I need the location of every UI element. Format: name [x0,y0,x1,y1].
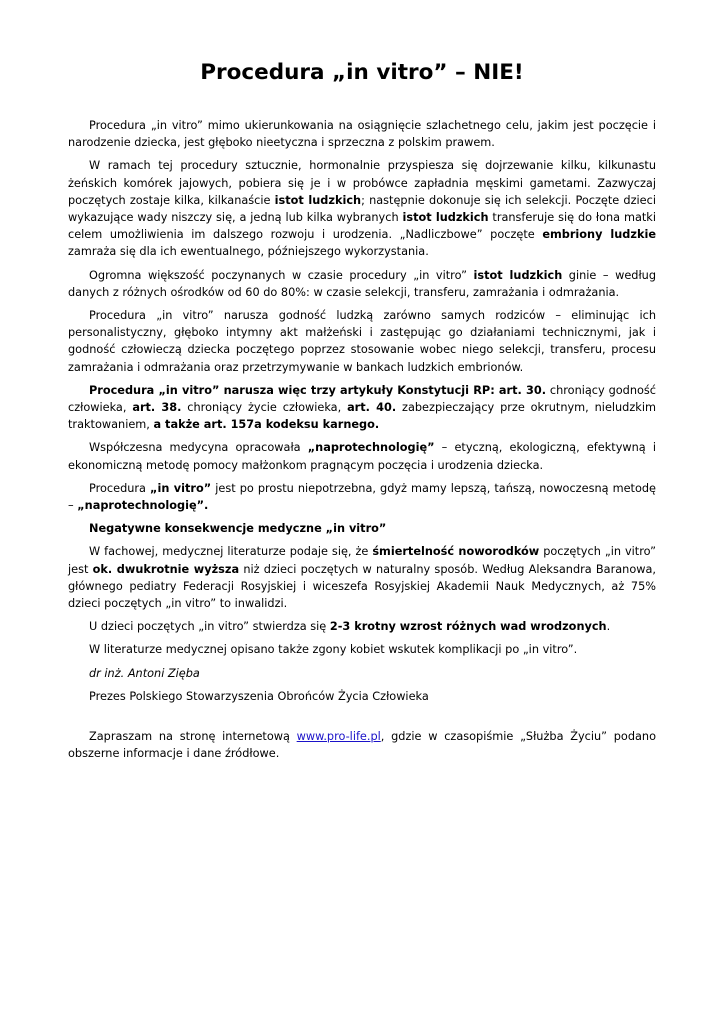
bold-text: a także art. 157a kodeksu karnego. [153,418,380,432]
text-span: ginie – według danych z różnych ośrodków od 60 do 80%: w czasie selekcji, transferu, zamrażania i odmrażania. [68,268,656,299]
signature-name: dr inż. Antoni Zięba [89,666,200,680]
paragraph-intro: Procedura „in vitro” mimo ukierunkowania na osiągnięcie szlachetnego celu, jakim jest poczęcie i narodzenie dziecka, jest głęboko nieetyczna i sprzeczna z polskim prawem. [68,119,656,150]
text-span: niż dzieci poczętych w naturalny sposób. Według Aleksandra Baranowa, głównego pediatry Federacji Rosyjskiej i wiceszefa Rosyjskiej Akademii Nauk Medycznych, aż 75% dzieci poczętych „in vitro” to inwalidzi. [68,562,656,611]
text-span: chroniący godność człowieka, [68,383,656,415]
bold-text: „in vitro” [150,481,212,495]
paragraph-medical-literature [68,543,656,612]
paragraph-unnecessary [68,480,656,514]
text-span: U dzieci poczętych „in vitro” stwierdza się [89,620,330,634]
text-span: Zapraszam na stronę internetową [89,730,297,744]
website-link[interactable]: www.pro-life.pl [296,730,381,744]
document-title: Procedura „in vitro” – NIE! [200,60,524,85]
text-span: poczętych „in vitro” jest [68,545,656,576]
paragraph-invitation [68,728,656,762]
bold-text: embriony ludzkie [542,228,657,242]
bold-text: „naprotechnologię”. [77,499,209,513]
section-subheading [68,520,656,537]
text-span: Współczesna medycyna opracowała [89,441,308,455]
paragraph-mortality [68,267,656,301]
text-span: W ramach tej procedury sztucznie, hormonalnie przyspiesza się dojrzewanie kilku, kilkunastu żeńskich komórek jajowych, pobiera się je i w probówce zapładnia męskimi gametami. Zazwyczaj poczętych zostaje kilka, kilkanaście [68,159,656,207]
text-span: zamraża się dla ich ewentualnego, późniejszego wykorzystania. [68,245,429,259]
text-span: zabezpieczający prze okrutnym, nieludzkim traktowaniem, [68,401,656,432]
bold-text: śmiertelność noworodków [372,545,540,559]
paragraph-constitution [68,382,656,434]
paragraph-dignity: Procedura „in vitro” narusza godność ludzką zarówno samych rodziców – eliminując ich personalistyczny, głęboko intymny akt małżeński i zastępując go działaniami technicznymi, jak i godność człowieczą dziecka poczętego poprzez stosowanie wobec niego selekcji, transferu, procesu zamrażania i odmrażania oraz przetrzymywanie w bankach ludzkich embrionów. [68,309,656,374]
text-span: W fachowej, medycznej literaturze podaje się, że [89,545,373,559]
bold-text: ok. dwukrotnie wyższa [92,562,240,576]
paragraph-deaths: W literaturze medycznej opisano także zgony kobiet wskutek komplikacji po „in vitro”. [89,643,578,657]
paragraph-procedure-description [68,157,656,260]
text-span: Procedura [89,481,151,495]
document-page [68,60,656,769]
bold-text: Procedura „in vitro” narusza więc trzy artykuły Konstytucji RP: art. 30. [89,383,547,397]
bold-text: istot ludzkich [473,268,563,282]
subheading-text: Negatywne konsekwencje medyczne „in vitro” [89,522,387,536]
bold-text: istot ludzkich [402,211,489,225]
text-span: transferuje się do łona matki celem umożliwienia im dalszego rozwoju i urodzenia. „Nadliczbowe” poczęte [68,211,656,242]
bold-text: art. 38. [132,401,182,415]
text-span: ; następnie dokonuje się ich selekcji. Poczęte dzieci wykazujące wady niszczy się, a jedną lub kilka wybranych [68,193,656,225]
bold-text: „naprotechnologię” [307,441,435,455]
paragraph-naprotechnology [68,439,656,473]
text-span: – etyczną, ekologiczną, efektywną i ekonomiczną metodę pomocy małżonkom pragnącym poczęcia i urodzenia dziecka. [68,441,656,472]
bold-text: 2-3 krotny wzrost różnych wad wrodzonych [329,620,607,634]
bold-text: art. 40. [347,401,397,415]
text-span: . [606,620,611,634]
paragraph-birth-defects [68,618,656,635]
text-span: chroniący życie człowieka, [181,401,348,415]
bold-text: istot ludzkich [274,193,362,207]
text-span: Ogromna większość poczynanych w czasie procedury „in vitro” [89,268,474,282]
text-span: jest po prostu niepotrzebna, gdyż mamy lepszą, tańszą, nowoczesną metodę – [68,481,657,513]
signature-role: Prezes Polskiego Stowarzyszenia Obrońców Życia Człowieka [89,689,429,703]
text-span: , gdzie w czasopiśmie „Służba Życiu” podano obszerne informacje i dane źródłowe. [68,730,656,761]
